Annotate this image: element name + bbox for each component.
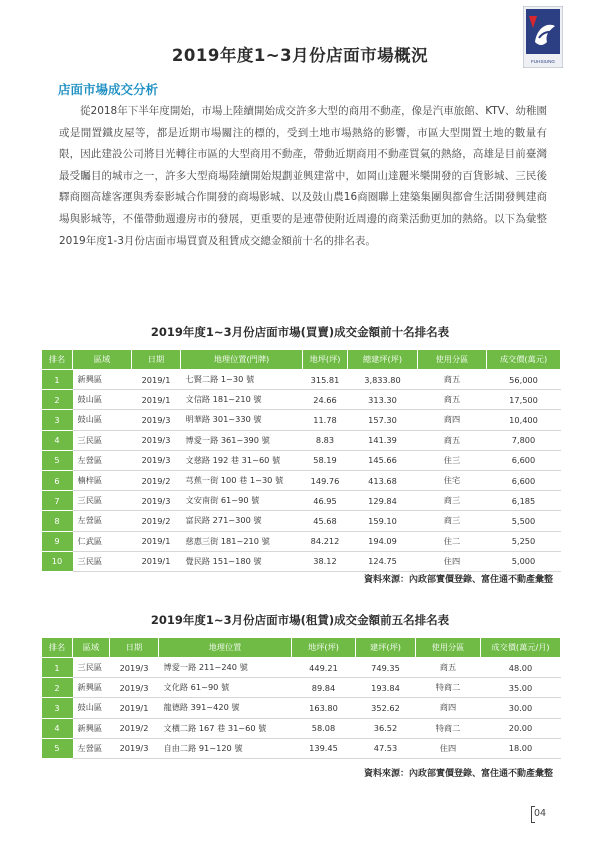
page-number: 04: [534, 808, 547, 819]
table-cell: 315.81: [303, 370, 348, 390]
table-row: [42, 531, 561, 551]
table-cell: 18.00: [481, 738, 561, 758]
table-cell: 141.39: [348, 430, 418, 450]
table-cell: 2019/1: [132, 390, 181, 410]
table-cell: 124.75: [348, 551, 418, 571]
table-cell: 住二: [418, 531, 487, 551]
table-cell: 6,600: [487, 450, 561, 470]
table-cell: 6,600: [487, 470, 561, 490]
table-cell: 145.66: [348, 450, 418, 470]
table-cell: 2019/3: [110, 658, 159, 678]
table-cell: 2019/3: [132, 410, 181, 430]
column-header: 使用分區: [416, 638, 481, 658]
column-header: 使用分區: [418, 350, 487, 370]
rank-cell: 1: [42, 370, 73, 390]
table-cell: 住四: [418, 551, 487, 571]
table-cell: 149.76: [303, 470, 348, 490]
table-cell: 24.66: [303, 390, 348, 410]
table-cell: 2019/3: [132, 430, 181, 450]
table-cell: 46.95: [303, 491, 348, 511]
table-cell: 文安南街 61~90 號: [181, 491, 303, 511]
column-header: 排名: [42, 638, 73, 658]
table-cell: 特商二: [416, 718, 481, 738]
table-cell: 129.84: [348, 491, 418, 511]
table-cell: 17,500: [487, 390, 561, 410]
column-header: 地理位置(門牌): [181, 350, 303, 370]
table-row: [42, 491, 561, 511]
rank-cell: 4: [42, 718, 73, 738]
column-header: 區域: [73, 638, 110, 658]
table-cell: 住四: [416, 738, 481, 758]
table-header-row: [42, 638, 561, 658]
page-title: 2019年度1~3月份店面市場概況: [171, 46, 429, 65]
table-cell: 193.84: [356, 678, 416, 698]
rank-cell: 2: [42, 390, 73, 410]
table-cell: 163.80: [292, 698, 356, 718]
table-cell: 楠梓區: [73, 470, 132, 490]
rent-ranking-table: [41, 637, 561, 759]
rank-cell: 4: [42, 430, 73, 450]
table-cell: 2019/1: [132, 370, 181, 390]
table-cell: 博愛一路 361~390 號: [181, 430, 303, 450]
table-cell: 56,000: [487, 370, 561, 390]
table-cell: 58.08: [292, 718, 356, 738]
table-cell: 7,800: [487, 430, 561, 450]
table-cell: 159.10: [348, 511, 418, 531]
column-header: 區域: [73, 350, 132, 370]
column-header: 成交價(萬元/月): [481, 638, 561, 658]
table-cell: 35.00: [481, 678, 561, 698]
table-row: [42, 390, 561, 410]
table-cell: 48.00: [481, 658, 561, 678]
analysis-paragraph: 從2018年下半年度開始，市場上陸續開始成交許多大型的商用不動產，像是汽車旅館、KTV、幼稚園或是閒置鐵皮屋等，都是近期市場關注的標的，受到土地市場熱絡的影響，市區大型閒置土地的數量有限，因此建設公司將目光轉往市區的大型商用不動產，帶動近期商用不動產買氣的熱絡，高雄是目前臺灣最受矚目的城市之一，許多大型商場陸續開始規劃並興建當中，如岡山達麗米樂開發的百貨影城、三民後驛商圈高雄客運與秀泰影城合作開發的商場影城、以及鼓山農16商圈聯上建築集團與都會生活開發興建商場與影城等，不僅帶動週邊房市的發展，更重要的是連帶使附近周邊的商業活動更加的熱絡。以下為彙整2019年度1-3月份店面市場買賣及租賃成交總金額前十名的排名表。: [59, 105, 547, 247]
table-cell: 2019/2: [110, 718, 159, 738]
table-cell: 龍德路 391~420 號: [159, 698, 292, 718]
table-cell: 商四: [416, 698, 481, 718]
table-cell: 三民區: [73, 491, 132, 511]
rank-cell: 8: [42, 511, 73, 531]
table-cell: 三民區: [73, 658, 110, 678]
table-cell: 2019/3: [132, 491, 181, 511]
table-cell: 313.30: [348, 390, 418, 410]
rank-cell: 3: [42, 410, 73, 430]
table-cell: 449.21: [292, 658, 356, 678]
table-cell: 47.53: [356, 738, 416, 758]
column-header: 成交價(萬元): [487, 350, 561, 370]
column-header: 日期: [110, 638, 159, 658]
table-cell: 鼓山區: [73, 390, 132, 410]
table-cell: 2019/2: [132, 511, 181, 531]
table-cell: 商五: [418, 370, 487, 390]
table-cell: 2019/1: [132, 551, 181, 571]
rank-cell: 2: [42, 678, 73, 698]
table-cell: 5,000: [487, 551, 561, 571]
table-cell: 2019/3: [110, 738, 159, 758]
table-cell: 2019/3: [110, 678, 159, 698]
column-header: 建坪(坪): [356, 638, 416, 658]
column-header: 日期: [132, 350, 181, 370]
table-cell: 413.68: [348, 470, 418, 490]
table-cell: 鼓山區: [73, 410, 132, 430]
table-cell: 左營區: [73, 738, 110, 758]
table-cell: 38.12: [303, 551, 348, 571]
sale-table-title: 2019年度1~3月份店面市場(買賣)成交金額前十名排名表: [150, 325, 450, 339]
table-cell: 58.19: [303, 450, 348, 470]
table-cell: 自由二路 91~120 號: [159, 738, 292, 758]
table-row: [42, 511, 561, 531]
table-cell: 三民區: [73, 551, 132, 571]
rank-cell: 6: [42, 470, 73, 490]
table-cell: 2019/1: [110, 698, 159, 718]
table-cell: 商四: [418, 410, 487, 430]
table-cell: 七賢二路 1~30 號: [181, 370, 303, 390]
table-row: [42, 450, 561, 470]
table-cell: 139.45: [292, 738, 356, 758]
table-cell: 商五: [418, 390, 487, 410]
table-row: [42, 551, 561, 571]
table-cell: 89.84: [292, 678, 356, 698]
table-cell: 2019/1: [132, 531, 181, 551]
table-cell: 10,400: [487, 410, 561, 430]
table-cell: 6,185: [487, 491, 561, 511]
rank-cell: 10: [42, 551, 73, 571]
table-cell: 左營區: [73, 450, 132, 470]
table-cell: 30.00: [481, 698, 561, 718]
table-cell: 文橫二路 167 巷 31~60 號: [159, 718, 292, 738]
table-cell: 新興區: [73, 718, 110, 738]
table-cell: 5,250: [487, 531, 561, 551]
table-row: [42, 698, 561, 718]
table-cell: 45.68: [303, 511, 348, 531]
table-cell: 194.09: [348, 531, 418, 551]
table-cell: 352.62: [356, 698, 416, 718]
column-header: 地坪(坪): [303, 350, 348, 370]
table-cell: 住宅: [418, 470, 487, 490]
table-cell: 3,833.80: [348, 370, 418, 390]
table-cell: 11.78: [303, 410, 348, 430]
table-row: [42, 718, 561, 738]
table-row: [42, 430, 561, 450]
table-header-row: [42, 350, 561, 370]
table-cell: 84.212: [303, 531, 348, 551]
table-cell: 特商二: [416, 678, 481, 698]
table-cell: 商三: [418, 491, 487, 511]
table-cell: 左營區: [73, 511, 132, 531]
column-header: 總建坪(坪): [348, 350, 418, 370]
table-cell: 36.52: [356, 718, 416, 738]
table-cell: 富民路 271~300 號: [181, 511, 303, 531]
table-cell: 商五: [416, 658, 481, 678]
table-cell: 文化路 61~90 號: [159, 678, 292, 698]
column-header: 地坪(坪): [292, 638, 356, 658]
table-cell: 商五: [418, 430, 487, 450]
table-row: [42, 370, 561, 390]
table-row: [42, 658, 561, 678]
sale-ranking-table: [41, 349, 561, 572]
table-cell: 20.00: [481, 718, 561, 738]
sale-table-source: 資料來源：內政部實價登錄、富住通不動產彙整: [363, 575, 553, 585]
rank-cell: 1: [42, 658, 73, 678]
table-row: [42, 470, 561, 490]
table-cell: 住三: [418, 450, 487, 470]
table-cell: 5,500: [487, 511, 561, 531]
rent-table-title: 2019年度1~3月份店面市場(租賃)成交金額前五名排名表: [150, 613, 450, 627]
rent-table-source: 資料來源：內政部實價登錄、富住通不動產彙整: [363, 769, 553, 779]
table-cell: 8.83: [303, 430, 348, 450]
table-cell: 2019/3: [132, 450, 181, 470]
table-cell: 仁武區: [73, 531, 132, 551]
rank-cell: 7: [42, 491, 73, 511]
column-header: 排名: [42, 350, 73, 370]
rank-cell: 3: [42, 698, 73, 718]
table-cell: 覺民路 151~180 號: [181, 551, 303, 571]
table-cell: 157.30: [348, 410, 418, 430]
table-cell: 芎蕉一街 100 巷 1~30 號: [181, 470, 303, 490]
column-header: 地理位置: [159, 638, 292, 658]
rank-cell: 5: [42, 738, 73, 758]
section-heading: 店面市場成交分析: [58, 82, 159, 97]
table-cell: 慈惠三街 181~210 號: [181, 531, 303, 551]
rank-cell: 5: [42, 450, 73, 470]
table-cell: 文信路 181~210 號: [181, 390, 303, 410]
table-row: [42, 678, 561, 698]
table-row: [42, 738, 561, 758]
table-cell: 鼓山區: [73, 698, 110, 718]
table-cell: 商三: [418, 511, 487, 531]
table-cell: 新興區: [73, 370, 132, 390]
logo-text: FUHSIUNG: [531, 59, 555, 64]
table-cell: 749.35: [356, 658, 416, 678]
table-cell: 三民區: [73, 430, 132, 450]
table-cell: 博愛一路 211~240 號: [159, 658, 292, 678]
rank-cell: 9: [42, 531, 73, 551]
table-cell: 新興區: [73, 678, 110, 698]
table-cell: 2019/2: [132, 470, 181, 490]
table-cell: 明華路 301~330 號: [181, 410, 303, 430]
table-row: [42, 410, 561, 430]
table-cell: 文慈路 192 巷 31~60 號: [181, 450, 303, 470]
